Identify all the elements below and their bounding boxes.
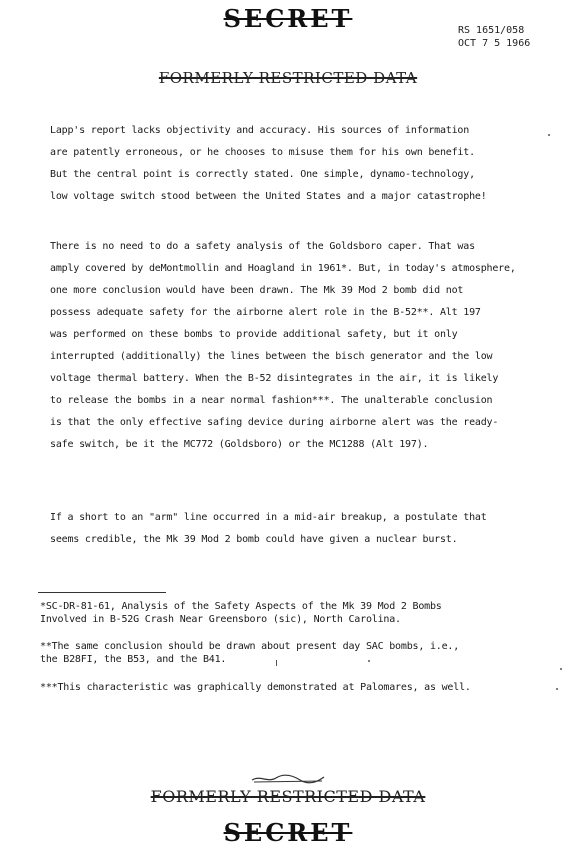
text-line: amply covered by deMontmollin and Hoagland in 1961*. But, in today's atmosphere, <box>50 263 516 274</box>
paragraph-1 <box>50 120 550 208</box>
frd-stamp-top <box>0 69 576 87</box>
text-line: But the central point is correctly stated. One simple, dynamo-technology, <box>50 169 475 180</box>
scan-speck <box>556 688 558 690</box>
footnote-line: the B28FI, the B53, and the B41. <box>40 654 227 665</box>
footnote-2 <box>40 640 560 666</box>
text-line: seems credible, the Mk 39 Mod 2 bomb could have given a nuclear burst. <box>50 534 458 545</box>
frd-stamp-top-text: FORMERLY RESTRICTED DATA <box>158 69 418 87</box>
paragraph-3 <box>50 507 550 551</box>
footnote-line: ***This characteristic was graphically demonstrated at Palomares, as well. <box>40 682 471 693</box>
text-line: Lapp's report lacks objectivity and accuracy. His sources of information <box>50 125 470 136</box>
text-line: safe switch, be it the MC772 (Goldsboro) or the MC1288 (Alt 197). <box>50 439 429 450</box>
strikeout-scribble <box>250 774 326 784</box>
scan-speck <box>548 134 550 136</box>
control-number-block <box>458 24 530 50</box>
scan-speck <box>276 660 277 666</box>
control-date: OCT 7 5 1966 <box>458 38 531 49</box>
footnote-3 <box>40 681 560 694</box>
frd-stamp-bottom <box>0 787 576 806</box>
scan-speck <box>560 668 562 670</box>
text-line: If a short to an "arm" line occurred in a mid-air breakup, a postulate that <box>50 512 487 523</box>
text-line: is that the only effective safing device during airborne alert was the ready- <box>50 417 499 428</box>
footnote-divider <box>38 592 166 593</box>
control-number: RS 1651/058 <box>458 25 525 36</box>
text-line: one more conclusion would have been drawn. The Mk 39 Mod 2 bomb did not <box>50 285 464 296</box>
text-line: to release the bombs in a near normal fashion***. The unalterable conclusion <box>50 395 493 406</box>
text-line: possess adequate safety for the airborne alert role in the B-52**. Alt 197 <box>50 307 481 318</box>
text-line: interrupted (additionally) the lines between the bisch generator and the low <box>50 351 493 362</box>
text-line: There is no need to do a safety analysis of the Goldsboro caper. That was <box>50 241 475 252</box>
frd-stamp-bottom-text: FORMERLY RESTRICTED DATA <box>150 787 426 806</box>
footnote-line: **The same conclusion should be drawn about present day SAC bombs, i.e., <box>40 641 460 652</box>
footnote-1 <box>40 600 560 626</box>
secret-stamp-top-text: SECRET <box>223 4 353 33</box>
footnote-line: *SC-DR-81-61, Analysis of the Safety Aspects of the Mk 39 Mod 2 Bombs <box>40 601 442 612</box>
secret-stamp-bottom-text: SECRET <box>223 818 353 847</box>
text-line: was performed on these bombs to provide additional safety, but it only <box>50 329 458 340</box>
text-line: voltage thermal battery. When the B-52 disintegrates in the air, it is likely <box>50 373 499 384</box>
footnote-line: Involved in B-52G Crash Near Greensboro (sic), North Carolina. <box>40 614 401 625</box>
text-line: low voltage switch stood between the United States and a major catastrophe! <box>50 191 487 202</box>
text-line: are patently erroneous, or he chooses to misuse them for his own benefit. <box>50 147 475 158</box>
scan-speck <box>368 660 370 662</box>
secret-stamp-bottom <box>0 818 576 847</box>
paragraph-2 <box>50 236 550 456</box>
